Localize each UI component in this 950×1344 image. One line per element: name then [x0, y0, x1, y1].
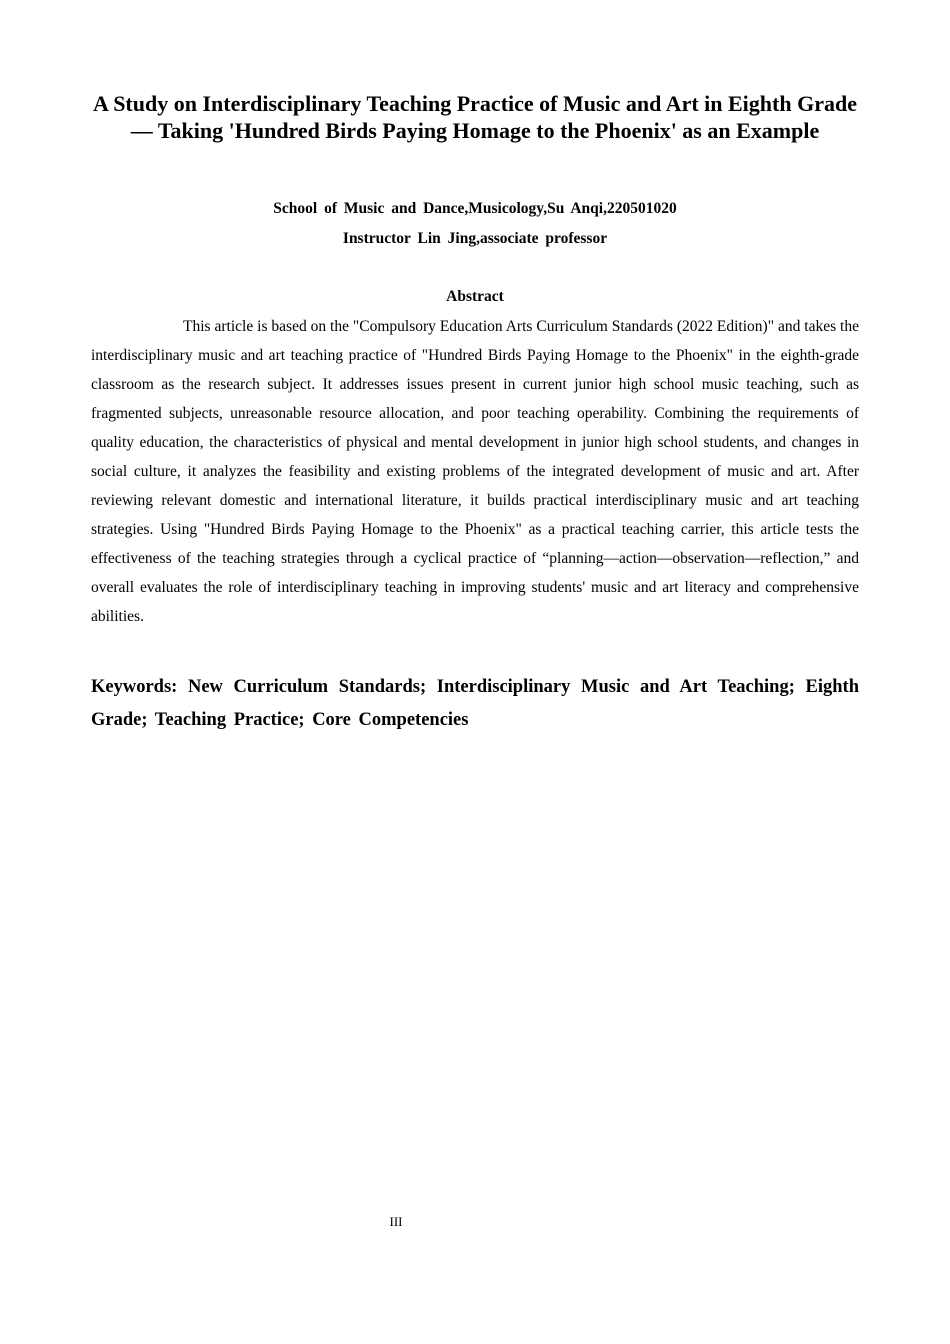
- paper-subtitle: — Taking 'Hundred Birds Paying Homage to the Phoenix' as an Example: [130, 118, 820, 143]
- keywords: Keywords: New Curriculum Standards; Interdisciplinary Music and Art Teaching; Eighth Grade; Teaching Practice; Core Competencies: [91, 677, 859, 730]
- instructor-info: Instructor Lin Jing,associate professor: [342, 230, 608, 247]
- page-number: III: [389, 1214, 403, 1229]
- abstract-heading: Abstract: [446, 288, 504, 305]
- title-block: [80, 90, 870, 144]
- abstract-body: This article is based on the "Compulsory Education Arts Curriculum Standards (2022 Edition)" and takes the interdisciplinary music and art teaching practice of "Hundred Birds Paying Homage to the Phoenix" in the eighth-grade classroom as the research subject. It addresses issues present in current junior high school music teaching, such as fragmented subjects, unreasonable resource allocation, and poor teaching operability. Combining the requirements of quality education, the characteristics of physical and mental development in junior high school students, and changes in social culture, it analyzes the feasibility and existing problems of the integrated development of music and art. After reviewing relevant domestic and international literature, it builds practical interdisciplinary music and art teaching strategies. Using "Hundred Birds Paying Homage to the Phoenix" as a practical teaching carrier, this article tests the effectiveness of the teaching strategies through a cyclical practice of “planning—action—observation—reflection,” and overall evaluates the role of interdisciplinary teaching in improving students' music and art literacy and comprehensive abilities.: [91, 318, 859, 625]
- paper-title: A Study on Interdisciplinary Teaching Practice of Music and Art in Eighth Grade: [93, 91, 857, 116]
- author-info: School of Music and Dance,Musicology,Su Anqi,220501020: [273, 200, 677, 217]
